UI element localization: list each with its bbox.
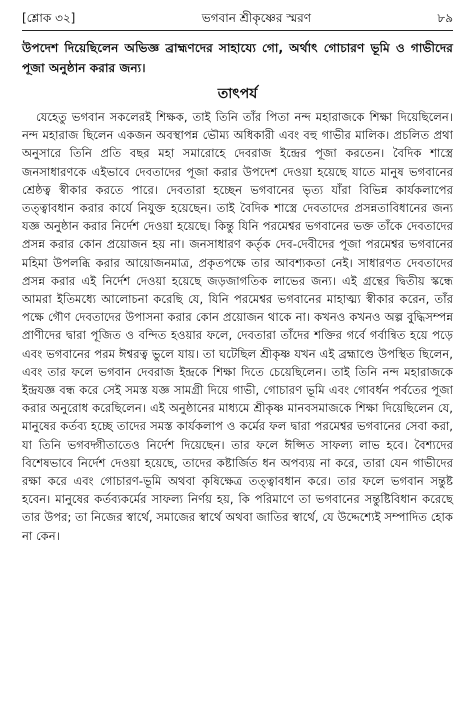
chapter-title: ভগবান শ্রীকৃষ্ণের স্মরণ xyxy=(201,11,311,25)
verse-reference: [শ্লোক ৩২] xyxy=(22,11,76,25)
purport-heading: তাৎপর্য xyxy=(217,86,258,102)
verse-translation: উপদেশ দিয়েছিলেন অভিজ্ঞ ব্রাহ্মণদের সাহায্যে গো, অর্থাৎ গোচারণ ভূমি ও গাভীদের পূজা অনুষ্ঠান করার জন্য। xyxy=(22,41,453,75)
page-number: ৮৯ xyxy=(437,11,453,25)
purport-text: যেহেতু ভগবান সকলেরই শিক্ষক, তাই তিনি তাঁর পিতা নন্দ মহারাজকে শিক্ষা দিয়েছিলেন। নন্দ মহারাজ ছিলেন একজন অবস্থাপন্ন ভৌম্য অধিকারী এবং বহু গাভীর মালিক। প্রচলিত প্রথা অনুসারে তিনি প্রতি বছর মহা সমারোহে দেবরাজ ইন্দ্রের পূজা করতেন। বৈদিক শাস্ত্রে জনসাধারণকে এইভাবে দেবতাদের পূজা করার উপদেশ দেওয়া হয়েছে যাতে মানুষ ভগবানের শ্রেষ্ঠত্ব স্বীকার করতে পারে। দেবতারা হচ্ছেন ভগবানের ভৃত্য যাঁরা বিভিন্ন কার্যকলাপের তত্ত্বাবধান করার কার্যে নিযুক্ত হয়েছেন। তাই বৈদিক শাস্ত্রে দেবতাদের প্রসন্নতাবিধানের জন্য যজ্ঞ অনুষ্ঠান করার নির্দেশ দেওয়া হয়েছে। কিন্তু যিনি পরমেশ্বর ভগবানের ভক্ত তাঁকে দেবতাদের প্রসন্ন করার কোন প্রয়োজন হয় না। জনসাধারণ কর্তৃক দেব-দেবীদের পূজা পরমেশ্বর ভগবানের মহিমা উপলব্ধি করার আয়োজনমাত্র, প্রকৃতপক্ষে তার আবশ্যকতা নেই। সাধারণত দেবতাদের প্রসন্ন করার এই নির্দেশ দেওয়া হয়েছে জড়জাগতিক লাভের জন্য। এই গ্রন্থের দ্বিতীয় স্কন্ধে আমরা ইতিমধ্যে আলোচনা করেছি যে, যিনি পরমেশ্বর ভগবানের মাহাত্ম্য স্বীকার করেন, তাঁর পক্ষে গৌণ দেবতাদের উপাসনা করার কোন প্রয়োজন থাকে না। কখনও কখনও অল্প বুদ্ধিসম্পন্ন প্রাণীদের দ্বারা পূজিত ও বন্দিত হওয়ার ফলে, দেবতারা তাঁদের শক্তির গর্বে গর্বান্বিত হয়ে পড়ে এবং ভগবানের পরম ঈশ্বরত্ব ভুলে যায়। তা ঘটেছিল শ্রীকৃষ্ণ যখন এই ব্রহ্মাণ্ডে উপস্থিত ছিলেন, এবং তার ফলে ভগবান দেবরাজ ইন্দ্রকে শিক্ষা দিতে চেয়েছিলেন। তাই তিনি নন্দ মহারাজকে ইন্দ্রযজ্ঞ বন্ধ করে সেই সমস্ত যজ্ঞ সামগ্রী দিয়ে গাভী, গোচারণ ভূমি এবং গোবর্ধন পর্বতের পূজা করার অনুরোধ করেছিলেন। এই অনুষ্ঠানের মাধ্যমে শ্রীকৃষ্ণ মানবসমাজকে শিক্ষা দিয়েছিলেন যে, মানুষের কর্তব্য হচ্ছে তাদের সমস্ত কার্যকলাপ ও কর্মের ফল দ্বারা পরমেশ্বর ভগবানের সেবা করা, যা তিনি ভগবদ্গীতাতেও নির্দেশ দিয়েছেন। তার ফলে ঈপ্সিত সাফল্য লাভ হবে। বৈশ্যদের বিশেষভাবে নির্দেশ দেওয়া হয়েছে, তাদের কষ্টার্জিত ধন অপব্যয় না করে, তারা যেন গাভীদের রক্ষা করে এবং গোচারণ-ভূমি অথবা কৃষিক্ষেত্র তত্ত্বাবধান করে। তার ফলে ভগবান সন্তুষ্ট হবেন। মানুষের কর্তব্যকর্মের সাফল্য নির্ণয় হয়, কি পরিমাণে তা ভগবানের সন্তুষ্টিবিধান করেছে তার উপর; তা নিজের স্বার্থে, সমাজের স্বার্থে অথবা জাতির স্বার্থে, যে উদ্দেশ্যেই সম্পাদিত হোক না কেন। xyxy=(22,110,453,543)
header-divider xyxy=(22,30,453,31)
running-header xyxy=(22,10,453,26)
